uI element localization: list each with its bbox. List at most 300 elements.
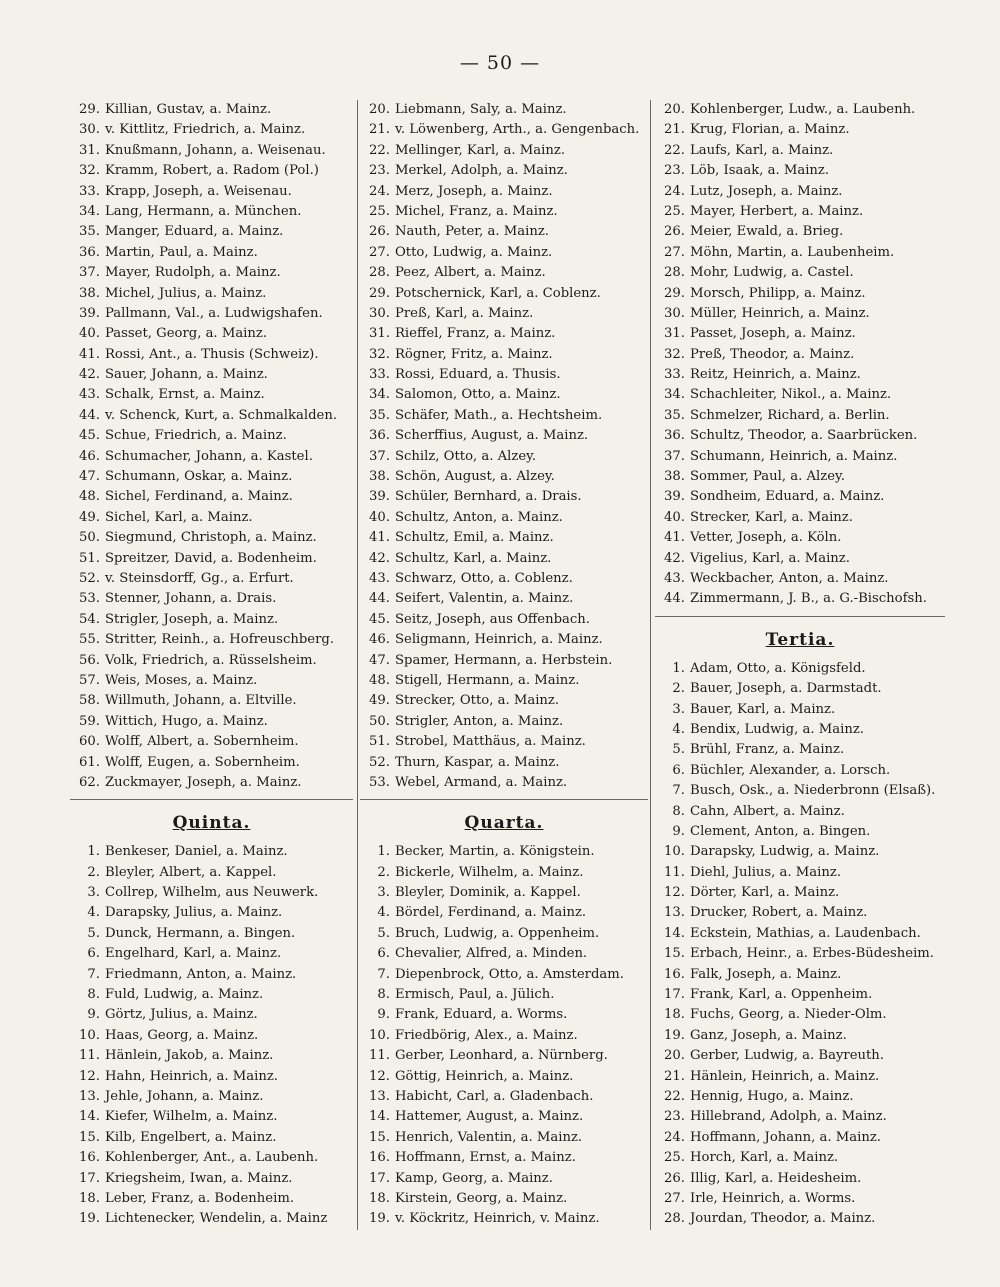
list-item: [655, 324, 945, 344]
entry-text: Ganz, Joseph, a. Mainz.: [690, 1027, 847, 1043]
entry-text: Lichtenecker, Wendelin, a. Mainz: [105, 1211, 328, 1227]
list-item: [655, 549, 945, 569]
list-item: [360, 508, 648, 528]
entry-number: 8.: [672, 803, 685, 819]
entry-number: 4.: [672, 721, 685, 737]
entry-text: Görtz, Julius, a. Mainz.: [105, 1007, 258, 1023]
entry-number: 26.: [664, 224, 685, 240]
entry-number: 11.: [664, 864, 685, 880]
entry-text: Haas, Georg, a. Mainz.: [105, 1027, 259, 1043]
list-item: [70, 1087, 353, 1107]
entry-number: 19.: [79, 1211, 100, 1227]
list-item: [360, 345, 648, 365]
entry-number: 2.: [377, 864, 390, 880]
list-item: [70, 263, 353, 283]
list-item: [655, 965, 945, 985]
entry-number: 6.: [87, 946, 100, 962]
entry-number: 42.: [369, 550, 390, 566]
list-item: [655, 508, 945, 528]
entry-number: 8.: [87, 987, 100, 1003]
list-item: [360, 284, 648, 304]
list-item: [70, 691, 353, 711]
entry-text: Schultz, Emil, a. Mainz.: [395, 530, 554, 546]
entry-number: 3.: [377, 885, 390, 901]
list-item: [655, 1128, 945, 1148]
entry-number: 39.: [79, 305, 100, 321]
entry-number: 25.: [664, 203, 685, 219]
class-heading-tertia: Tertia.: [765, 629, 835, 650]
entry-text: Nauth, Peter, a. Mainz.: [395, 224, 549, 240]
entry-number: 8.: [377, 987, 390, 1003]
list-item: [70, 883, 353, 903]
entry-text: Schachleiter, Nikol., a. Mainz.: [690, 387, 892, 403]
entry-number: 1.: [672, 660, 685, 676]
list-item: [70, 863, 353, 883]
list-item: [70, 712, 353, 732]
entry-text: Darapsky, Julius, a. Mainz.: [105, 905, 283, 921]
entry-text: Dunck, Hermann, a. Bingen.: [105, 925, 296, 941]
entry-number: 50.: [369, 713, 390, 729]
list-item: [360, 426, 648, 446]
entry-text: Reitz, Heinrich, a. Mainz.: [690, 367, 861, 383]
list-item: [360, 903, 648, 923]
entry-number: 4.: [377, 905, 390, 921]
list-item: [655, 1046, 945, 1066]
list-item: [360, 222, 648, 242]
list-item: [655, 569, 945, 589]
entry-text: Leber, Franz, a. Bodenheim.: [105, 1190, 295, 1206]
entry-text: Eckstein, Mathias, a. Laudenbach.: [690, 925, 921, 941]
list-item: [70, 671, 353, 691]
entry-number: 13.: [369, 1088, 390, 1104]
list-item: [655, 1148, 945, 1168]
entry-text: Schumann, Heinrich, a. Mainz.: [690, 448, 898, 464]
entry-number: 38.: [79, 285, 100, 301]
list-item: [70, 528, 353, 548]
list-item: [70, 965, 353, 985]
entry-text: Schäfer, Math., a. Hechtsheim.: [395, 407, 603, 423]
entry-number: 23.: [664, 1109, 685, 1125]
list-item: [655, 161, 945, 181]
entry-number: 47.: [79, 469, 100, 485]
entry-number: 53.: [79, 591, 100, 607]
entry-number: 7.: [672, 783, 685, 799]
student-list: [655, 659, 945, 1230]
entry-number: 10.: [664, 844, 685, 860]
list-item: [360, 965, 648, 985]
list-item: [70, 406, 353, 426]
entry-text: Sommer, Paul, a. Alzey.: [690, 469, 845, 485]
column-2: [360, 100, 648, 1257]
entry-text: Bickerle, Wilhelm, a. Mainz.: [395, 864, 584, 880]
entry-text: Friedbörig, Alex., a. Mainz.: [395, 1027, 578, 1043]
list-item: [360, 1209, 648, 1229]
list-item: [360, 589, 648, 609]
entry-text: Zimmermann, J. B., a. G.-Bischofsh.: [690, 591, 927, 607]
list-item: [70, 447, 353, 467]
list-item: [70, 202, 353, 222]
entry-number: 29.: [369, 285, 390, 301]
list-item: [70, 100, 353, 120]
entry-number: 9.: [377, 1007, 390, 1023]
student-list: [360, 842, 648, 1229]
entry-text: Darapsky, Ludwig, a. Mainz.: [690, 844, 880, 860]
list-item: [360, 528, 648, 548]
entry-text: Michel, Julius, a. Mainz.: [105, 285, 267, 301]
list-item: [655, 1026, 945, 1046]
list-item: [655, 243, 945, 263]
entry-text: Becker, Martin, a. Königstein.: [395, 844, 595, 860]
entry-text: Lutz, Joseph, a. Mainz.: [690, 183, 843, 199]
list-item: [655, 284, 945, 304]
entry-number: 43.: [79, 387, 100, 403]
list-item: [655, 365, 945, 385]
entry-text: Stigell, Hermann, a. Mainz.: [395, 672, 580, 688]
entry-text: Vetter, Joseph, a. Köln.: [690, 530, 842, 546]
entry-text: v. Kittlitz, Friedrich, a. Mainz.: [105, 122, 306, 138]
entry-number: 24.: [369, 183, 390, 199]
list-item: [360, 1046, 648, 1066]
entry-number: 23.: [664, 163, 685, 179]
entry-number: 33.: [369, 367, 390, 383]
entry-text: Passet, Georg, a. Mainz.: [105, 326, 268, 342]
entry-text: Hänlein, Heinrich, a. Mainz.: [690, 1068, 880, 1084]
entry-text: Jehle, Johann, a. Mainz.: [105, 1088, 264, 1104]
list-item: [70, 732, 353, 752]
entry-text: Salomon, Otto, a. Mainz.: [395, 387, 561, 403]
list-item: [655, 1067, 945, 1087]
list-item: [360, 924, 648, 944]
entry-number: 43.: [369, 570, 390, 586]
entry-number: 59.: [79, 713, 100, 729]
entry-number: 12.: [369, 1068, 390, 1084]
entry-text: Diehl, Julius, a. Mainz.: [690, 864, 842, 880]
entry-text: Potschernick, Karl, a. Coblenz.: [395, 285, 601, 301]
entry-text: Fuchs, Georg, a. Nieder-Olm.: [690, 1007, 887, 1023]
entry-number: 38.: [664, 469, 685, 485]
entry-text: Sondheim, Eduard, a. Mainz.: [690, 489, 885, 505]
entry-text: Scherffius, August, a. Mainz.: [395, 428, 589, 444]
list-item: [360, 671, 648, 691]
entry-text: Volk, Friedrich, a. Rüsselsheim.: [105, 652, 317, 668]
entry-text: Rossi, Eduard, a. Thusis.: [395, 367, 561, 383]
column-1: [70, 100, 353, 1257]
entry-text: Gerber, Leonhard, a. Nürnberg.: [395, 1048, 608, 1064]
entry-number: 36.: [79, 244, 100, 260]
list-item: [655, 385, 945, 405]
list-item: [360, 406, 648, 426]
entry-text: Strecker, Karl, a. Mainz.: [690, 509, 853, 525]
entry-text: Stenner, Johann, a. Drais.: [105, 591, 277, 607]
entry-number: 40.: [664, 509, 685, 525]
list-item: [70, 924, 353, 944]
entry-text: Otto, Ludwig, a. Mainz.: [395, 244, 553, 260]
entry-text: Merkel, Adolph, a. Mainz.: [395, 163, 568, 179]
entry-number: 2.: [87, 864, 100, 880]
entry-number: 16.: [369, 1150, 390, 1166]
entry-number: 27.: [664, 244, 685, 260]
entry-number: 31.: [79, 142, 100, 158]
section-rule: [70, 799, 353, 800]
entry-number: 37.: [369, 448, 390, 464]
entry-number: 36.: [369, 428, 390, 444]
entry-number: 53.: [369, 774, 390, 790]
entry-text: Gerber, Ludwig, a. Bayreuth.: [690, 1048, 884, 1064]
list-item: [655, 720, 945, 740]
list-item: [360, 1148, 648, 1168]
student-list: [655, 100, 945, 610]
entry-number: 28.: [664, 265, 685, 281]
list-item: [655, 781, 945, 801]
entry-number: 42.: [79, 367, 100, 383]
entry-text: Göttig, Heinrich, a. Mainz.: [395, 1068, 574, 1084]
entry-number: 21.: [664, 1068, 685, 1084]
entry-number: 17.: [369, 1170, 390, 1186]
entry-text: Zuckmayer, Joseph, a. Mainz.: [105, 774, 302, 790]
entry-text: Müller, Heinrich, a. Mainz.: [690, 305, 870, 321]
entry-text: Thurn, Kaspar, a. Mainz.: [395, 754, 560, 770]
entry-text: Strecker, Otto, a. Mainz.: [395, 693, 560, 709]
entry-number: 32.: [79, 163, 100, 179]
list-item: [360, 569, 648, 589]
list-item: [360, 1067, 648, 1087]
entry-text: Dörter, Karl, a. Mainz.: [690, 885, 840, 901]
entry-text: Schultz, Anton, a. Mainz.: [395, 509, 563, 525]
entry-text: v. Schenck, Kurt, a. Schmalkalden.: [105, 407, 338, 423]
list-item: [655, 589, 945, 609]
entry-number: 39.: [664, 489, 685, 505]
entry-text: Merz, Joseph, a. Mainz.: [395, 183, 553, 199]
list-item: [70, 365, 353, 385]
list-item: [70, 1209, 353, 1229]
list-item: [655, 985, 945, 1005]
entry-text: Strigler, Joseph, a. Mainz.: [105, 611, 279, 627]
entry-text: Rieffel, Franz, a. Mainz.: [395, 326, 556, 342]
entry-text: Schilz, Otto, a. Alzey.: [395, 448, 537, 464]
class-heading-quarta: Quarta.: [464, 813, 544, 834]
list-item: [70, 141, 353, 161]
entry-number: 16.: [79, 1150, 100, 1166]
entry-text: Morsch, Philipp, a. Mainz.: [690, 285, 866, 301]
entry-text: Vigelius, Karl, a. Mainz.: [690, 550, 850, 566]
list-item: [70, 1107, 353, 1127]
entry-text: Pallmann, Val., a. Ludwigshafen.: [105, 305, 323, 321]
list-item: [70, 753, 353, 773]
entry-number: 13.: [79, 1088, 100, 1104]
page-number: — 50 —: [459, 52, 541, 74]
entry-text: Kirstein, Georg, a. Mainz.: [395, 1190, 568, 1206]
entry-text: Spamer, Hermann, a. Herbstein.: [395, 652, 613, 668]
entry-number: 28.: [369, 265, 390, 281]
list-item: [360, 691, 648, 711]
entry-number: 6.: [377, 946, 390, 962]
entry-text: v. Köckritz, Heinrich, v. Mainz.: [395, 1211, 600, 1227]
entry-text: Preß, Theodor, a. Mainz.: [690, 346, 855, 362]
entry-number: 28.: [664, 1211, 685, 1227]
entry-number: 27.: [664, 1190, 685, 1206]
entry-text: Siegmund, Christoph, a. Mainz.: [105, 530, 317, 546]
entry-text: Wolff, Eugen, a. Sobernheim.: [105, 754, 300, 770]
entry-number: 45.: [79, 428, 100, 444]
entry-number: 1.: [87, 844, 100, 860]
list-item: [360, 753, 648, 773]
list-item: [360, 467, 648, 487]
list-item: [360, 202, 648, 222]
entry-number: 7.: [87, 966, 100, 982]
entry-number: 24.: [664, 1129, 685, 1145]
entry-number: 46.: [369, 632, 390, 648]
entry-text: Fuld, Ludwig, a. Mainz.: [105, 987, 264, 1003]
entry-number: 37.: [664, 448, 685, 464]
entry-text: Weis, Moses, a. Mainz.: [105, 672, 258, 688]
list-item: [655, 304, 945, 324]
entry-number: 62.: [79, 774, 100, 790]
entry-number: 17.: [79, 1170, 100, 1186]
entry-text: Laufs, Karl, a. Mainz.: [690, 142, 834, 158]
entry-number: 40.: [79, 326, 100, 342]
entry-text: Habicht, Carl, a. Gladenbach.: [395, 1088, 594, 1104]
entry-text: Bördel, Ferdinand, a. Mainz.: [395, 905, 587, 921]
section-rule: [360, 799, 648, 800]
list-item: [360, 161, 648, 181]
entry-text: Möhn, Martin, a. Laubenheim.: [690, 244, 895, 260]
entry-text: Sauer, Johann, a. Mainz.: [105, 367, 268, 383]
list-item: [360, 141, 648, 161]
column-3: [655, 100, 945, 1257]
entry-number: 33.: [664, 367, 685, 383]
entry-text: Mayer, Herbert, a. Mainz.: [690, 203, 864, 219]
list-item: [655, 842, 945, 862]
entry-number: 22.: [664, 142, 685, 158]
entry-text: Schue, Friedrich, a. Mainz.: [105, 428, 287, 444]
entry-text: Kramm, Robert, a. Radom (Pol.): [105, 163, 319, 179]
entry-text: Frank, Karl, a. Oppenheim.: [690, 987, 873, 1003]
list-item: [655, 182, 945, 202]
entry-text: Hillebrand, Adolph, a. Mainz.: [690, 1109, 887, 1125]
list-item: [360, 883, 648, 903]
list-item: [360, 610, 648, 630]
entry-number: 24.: [664, 183, 685, 199]
list-item: [655, 903, 945, 923]
list-item: [70, 1169, 353, 1189]
entry-number: 29.: [79, 102, 100, 117]
entry-number: 60.: [79, 734, 100, 750]
list-item: [360, 487, 648, 507]
entry-text: v. Löwenberg, Arth., a. Gengenbach.: [395, 122, 640, 138]
list-item: [655, 924, 945, 944]
entry-text: Benkeser, Daniel, a. Mainz.: [105, 844, 288, 860]
entry-number: 5.: [87, 925, 100, 941]
entry-number: 37.: [79, 265, 100, 281]
list-item: [70, 1026, 353, 1046]
list-item: [360, 863, 648, 883]
entry-number: 14.: [664, 925, 685, 941]
entry-number: 50.: [79, 530, 100, 546]
entry-text: Schultz, Karl, a. Mainz.: [395, 550, 552, 566]
list-item: [655, 426, 945, 446]
entry-text: Kohlenberger, Ant., a. Laubenh.: [105, 1150, 319, 1166]
entry-number: 32.: [664, 346, 685, 362]
entry-text: Schumann, Oskar, a. Mainz.: [105, 469, 293, 485]
entry-text: Kriegsheim, Iwan, a. Mainz.: [105, 1170, 293, 1186]
entry-text: Seifert, Valentin, a. Mainz.: [395, 591, 574, 607]
list-item: [70, 304, 353, 324]
list-item: [70, 1067, 353, 1087]
entry-number: 10.: [79, 1027, 100, 1043]
list-item: [70, 467, 353, 487]
entry-text: Schwarz, Otto, a. Coblenz.: [395, 570, 573, 586]
list-item: [70, 1148, 353, 1168]
entry-number: 27.: [369, 244, 390, 260]
entry-number: 5.: [672, 742, 685, 758]
entry-text: Busch, Osk., a. Niederbronn (Elsaß).: [690, 783, 936, 799]
entry-number: 23.: [369, 163, 390, 179]
list-item: [655, 659, 945, 679]
entry-text: Krapp, Joseph, a. Weisenau.: [105, 183, 292, 199]
list-item: [655, 700, 945, 720]
entry-number: 41.: [369, 530, 390, 546]
entry-text: Mohr, Ludwig, a. Castel.: [690, 265, 854, 281]
entry-number: 41.: [664, 530, 685, 546]
list-item: [70, 243, 353, 263]
entry-text: Brühl, Franz, a. Mainz.: [690, 742, 845, 758]
list-item: [70, 487, 353, 507]
entry-text: Frank, Eduard, a. Worms.: [395, 1007, 568, 1023]
entry-number: 52.: [369, 754, 390, 770]
entry-number: 49.: [369, 693, 390, 709]
entry-text: Kohlenberger, Ludw., a. Laubenh.: [690, 102, 916, 117]
entry-number: 36.: [664, 428, 685, 444]
entry-number: 22.: [664, 1088, 685, 1104]
list-item: [360, 842, 648, 862]
list-item: [70, 1128, 353, 1148]
entry-number: 20.: [664, 1048, 685, 1064]
list-item: [655, 1169, 945, 1189]
entry-number: 51.: [369, 734, 390, 750]
entry-number: 55.: [79, 632, 100, 648]
entry-text: Schmelzer, Richard, a. Berlin.: [690, 407, 890, 423]
entry-number: 30.: [369, 305, 390, 321]
list-item: [360, 1026, 648, 1046]
entry-number: 12.: [664, 885, 685, 901]
entry-number: 19.: [664, 1027, 685, 1043]
list-item: [655, 447, 945, 467]
entry-number: 44.: [369, 591, 390, 607]
entry-text: Diepenbrock, Otto, a. Amsterdam.: [395, 966, 624, 982]
entry-text: Bauer, Karl, a. Mainz.: [690, 701, 836, 717]
list-item: [655, 863, 945, 883]
list-item: [360, 1128, 648, 1148]
entry-text: Mellinger, Karl, a. Mainz.: [395, 142, 566, 158]
entry-text: Bauer, Joseph, a. Darmstadt.: [690, 681, 882, 697]
list-item: [360, 944, 648, 964]
entry-text: Kilb, Engelbert, a. Mainz.: [105, 1129, 277, 1145]
entry-text: Bleyler, Albert, a. Kappel.: [105, 864, 277, 880]
entry-text: Hennig, Hugo, a. Mainz.: [690, 1088, 854, 1104]
list-item: [360, 651, 648, 671]
entry-text: Mayer, Rudolph, a. Mainz.: [105, 265, 281, 281]
entry-number: 49.: [79, 509, 100, 525]
entry-number: 3.: [87, 885, 100, 901]
entry-text: Kamp, Georg, a. Mainz.: [395, 1170, 553, 1186]
entry-number: 18.: [79, 1190, 100, 1206]
entry-number: 3.: [672, 701, 685, 717]
entry-text: Strobel, Matthäus, a. Mainz.: [395, 734, 586, 750]
list-item: [655, 528, 945, 548]
entry-number: 35.: [369, 407, 390, 423]
entry-number: 48.: [369, 672, 390, 688]
entry-text: Bruch, Ludwig, a. Oppenheim.: [395, 925, 600, 941]
